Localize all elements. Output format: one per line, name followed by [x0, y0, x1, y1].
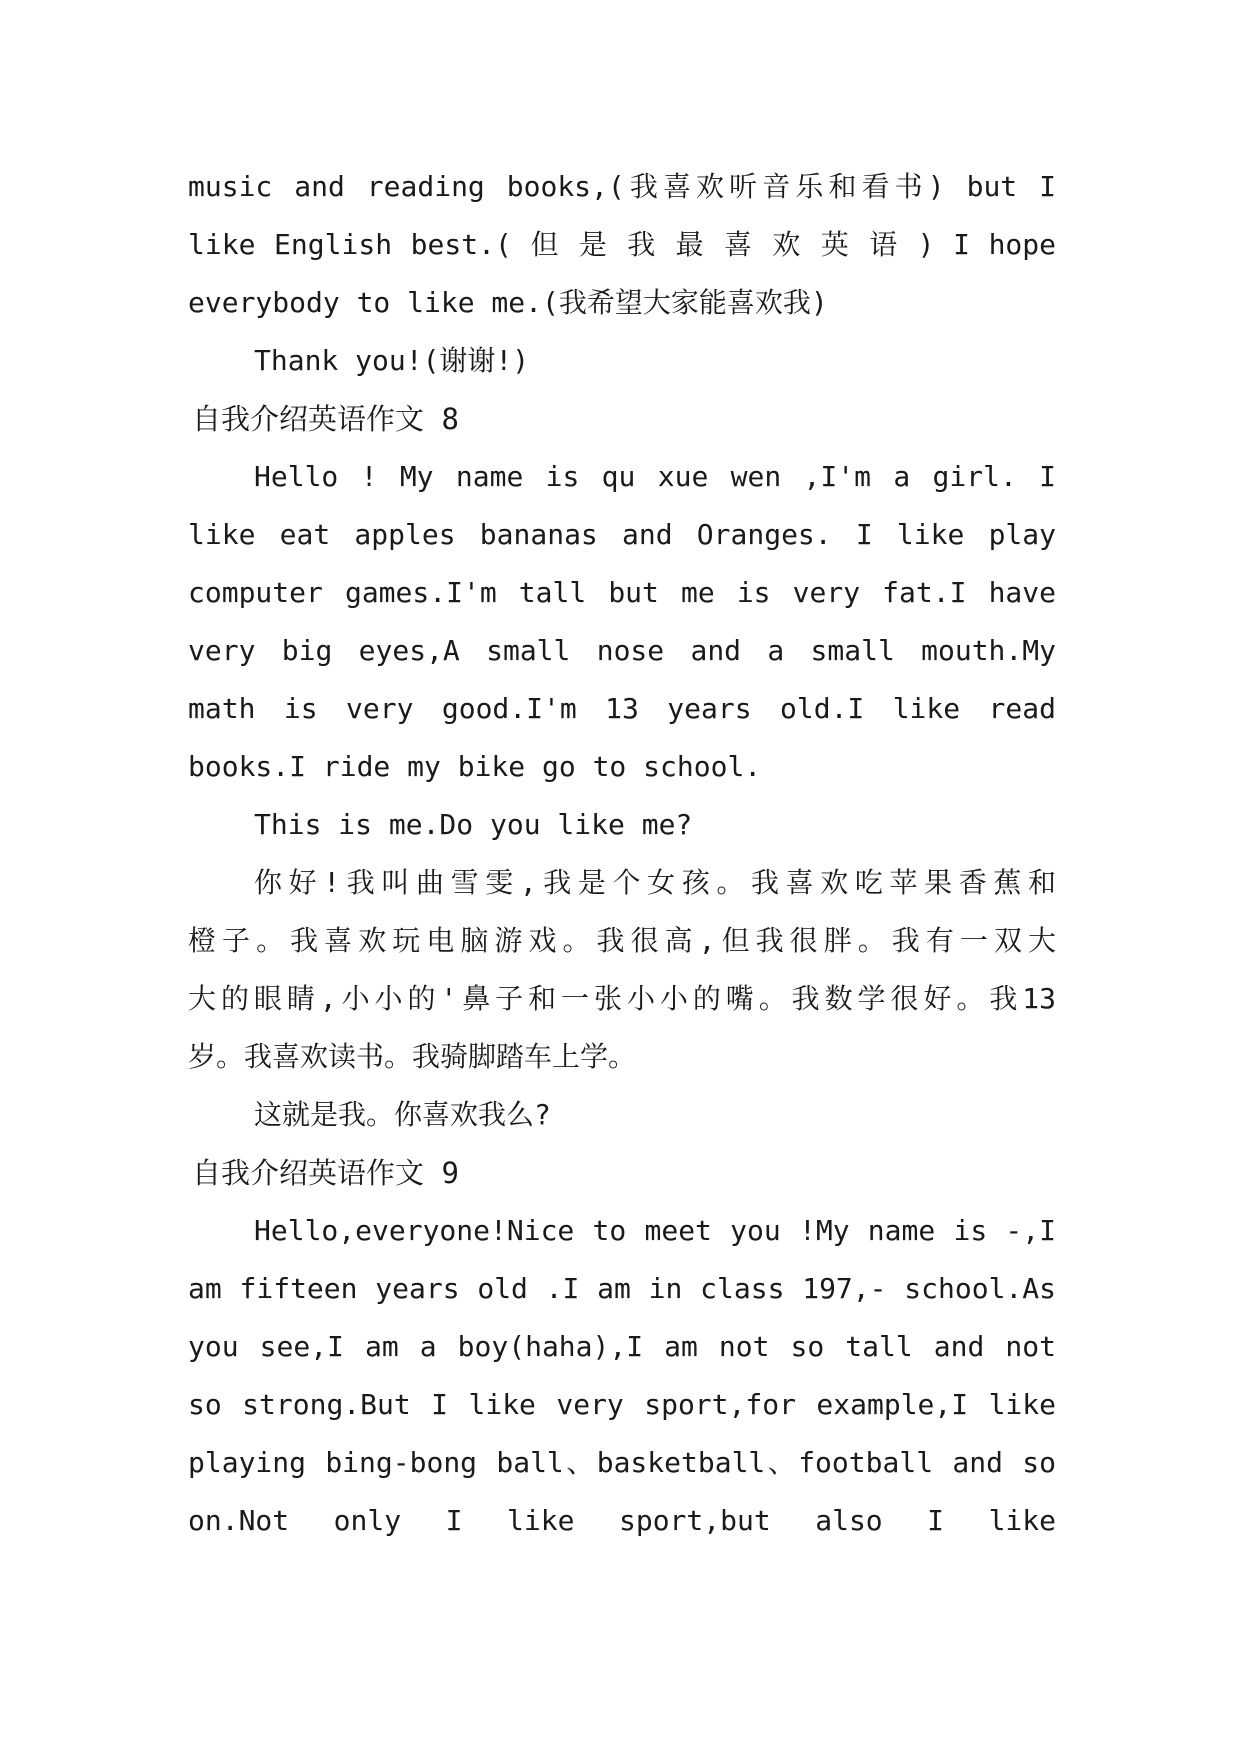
body-line: am fifteen years old .I am in class 197,- school.As — [188, 1272, 1056, 1305]
body-line: 岁。我喜欢读书。我骑脚踏车上学。 — [188, 1040, 637, 1073]
body-line: Thank you!(谢谢!) — [254, 344, 530, 377]
section-heading: 自我介绍英语作文 9 — [192, 1156, 459, 1190]
document-body — [188, 158, 1056, 1550]
body-line: 橙子。我喜欢玩电脑游戏。我很高,但我很胖。我有一双大 — [188, 924, 1056, 957]
body-line: like English best.( 但 是 我 最 喜 欢 英 语 ) I hope — [188, 228, 1056, 261]
body-line: 这就是我。你喜欢我么? — [254, 1098, 551, 1131]
body-line: computer games.I'm tall but me is very fat.I have — [188, 576, 1056, 609]
body-line: like eat apples bananas and Oranges. I like play — [188, 518, 1056, 551]
body-line: playing bing-bong ball、basketball、football and so — [188, 1446, 1056, 1479]
section-heading: 自我介绍英语作文 8 — [192, 402, 459, 436]
body-line: 大的眼睛,小小的'鼻子和一张小小的嘴。我数学很好。我13 — [188, 982, 1056, 1015]
body-line: This is me.Do you like me? — [254, 808, 693, 841]
body-line: 你好!我叫曲雪雯,我是个女孩。我喜欢吃苹果香蕉和 — [254, 866, 1056, 899]
body-line: math is very good.I'm 13 years old.I like read — [188, 692, 1056, 725]
body-line: you see,I am a boy(haha),I am not so tall and not — [188, 1330, 1056, 1363]
body-line: so strong.But I like very sport,for example,I like — [188, 1388, 1056, 1421]
body-line: Hello ! My name is qu xue wen ,I'm a girl. I — [254, 460, 1056, 493]
body-line: everybody to like me.(我希望大家能喜欢我) — [188, 286, 828, 319]
body-line: books.I ride my bike go to school. — [188, 750, 762, 783]
body-line: Hello,everyone!Nice to meet you !My name is -,I — [254, 1214, 1056, 1247]
body-line: on.Not only I like sport,but also I like — [188, 1504, 1056, 1537]
body-line: music and reading books,(我喜欢听音乐和看书) but I — [188, 170, 1056, 203]
body-line: very big eyes,A small nose and a small mouth.My — [188, 634, 1056, 667]
